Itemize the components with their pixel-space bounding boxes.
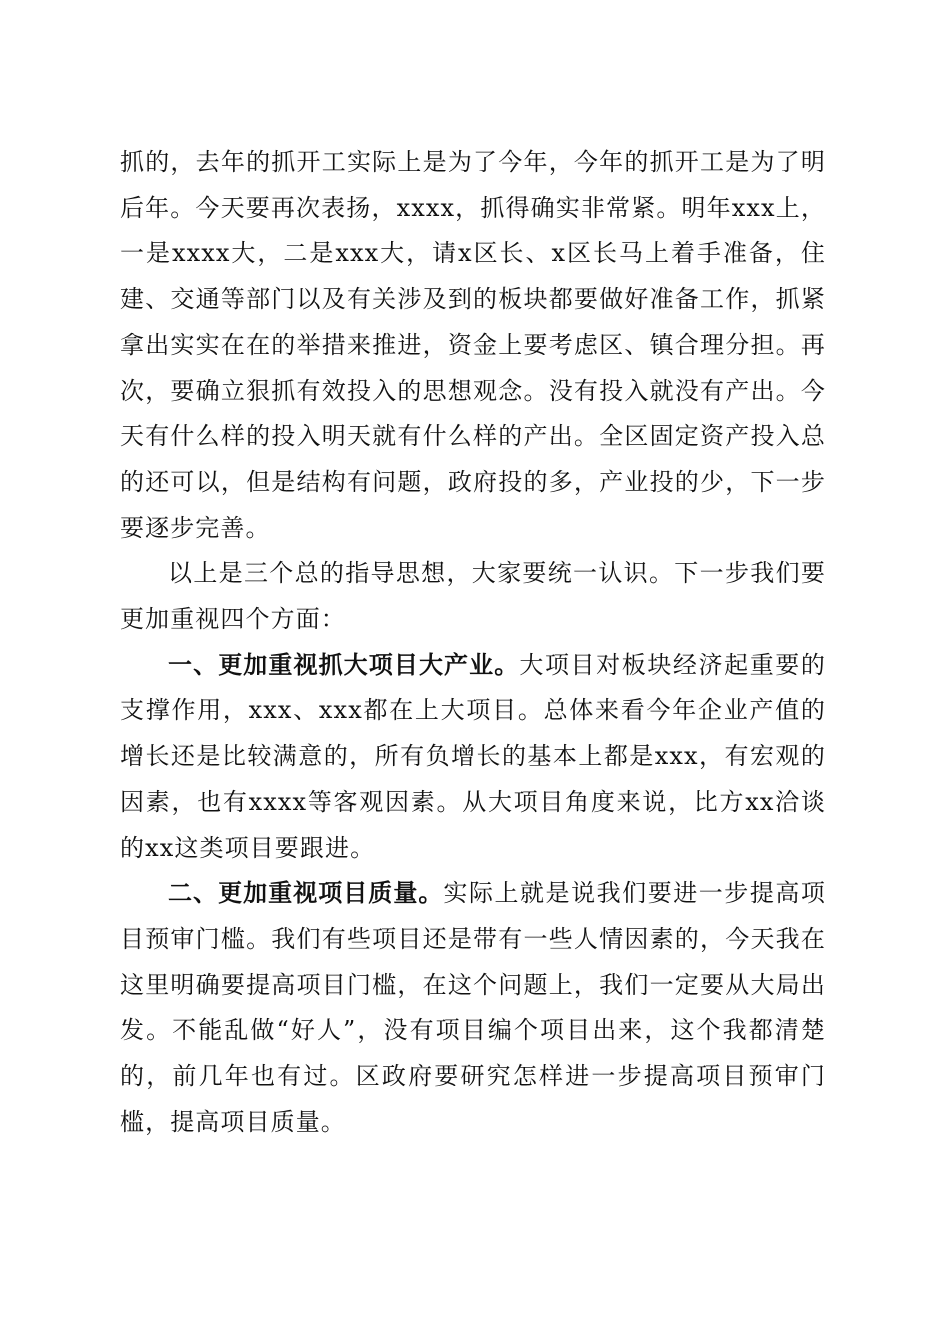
paragraph-text: 大项目对板块经济起重要的支撑作用，xxx、xxx都在上大项目。总体来看今年企业产值的增长还是比较满意的，所有负增长的基本上都是xxx，有宏观的因素，也有xxxx等客观因素。从大项目角度来说，比方xx洽谈的xx这类项目要跟进。 [120,650,826,862]
section-heading: 一、更加重视抓大项目大产业。 [168,650,520,679]
paragraph-text: 抓的，去年的抓开工实际上是为了今年，今年的抓开工是为了明后年。今天要再次表扬，xxxx，抓得确实非常紧。明年xxx上，一是xxxx大，二是xxx大，请x区长、x区长马上着手准备，住建、交通等部门以及有关涉及到的板块都要做好准备工作，抓紧拿出实实在在的举措来推进，资金上要考虑区、镇合理分担。再次，要确立狠抓有效投入的思想观念。没有投入就没有产出。今天有什么样的投入明天就有什么样的产出。全区固定资产投入总的还可以，但是结构有问题，政府投的多，产业投的少，下一步要逐步完善。 [120,148,826,542]
document-body [120,140,826,1145]
paragraph-section-one [120,643,826,872]
paragraph-guiding-thoughts [120,551,826,642]
paragraph-text: 以上是三个总的指导思想，大家要统一认识。下一步我们要更加重视四个方面： [120,559,826,634]
section-heading: 二、更加重视项目质量。 [168,879,444,908]
paragraph-continuation [120,140,826,551]
paragraph-section-two [120,871,826,1145]
paragraph-text: 实际上就是说我们要进一步提高项目预审门槛。我们有些项目还是带有一些人情因素的，今天我在这里明确要提高项目门槛，在这个问题上，我们一定要从大局出发。不能乱做“好人”，没有项目编个项目出来，这个我都清楚的，前几年也有过。区政府要研究怎样进一步提高项目预审门槛，提高项目质量。 [120,879,827,1136]
